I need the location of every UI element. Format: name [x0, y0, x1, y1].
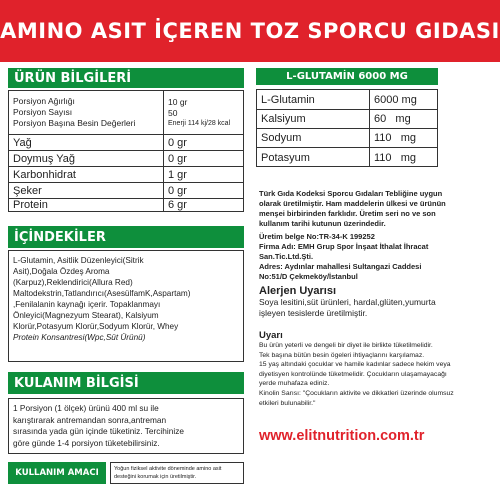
glutamine-value: 6000 mg [369, 90, 437, 109]
nutrient-value: 0 gr [163, 183, 243, 198]
nutrient-value: 6 gr [163, 198, 243, 212]
company-address: Adres: Aydınlar mahallesi Sultangazi Caddesi [259, 262, 422, 271]
glutamine-value: 110 mg [369, 129, 437, 147]
warning-title: Uyarı [259, 330, 283, 341]
website-url[interactable]: www.elitnutrition.com.tr [259, 428, 425, 444]
portion-count-value: 50 [168, 107, 178, 118]
ingredients-line: Asit),Doğala Özdeş Aroma [13, 267, 110, 276]
portion-weight-value: 10 gr [168, 96, 188, 107]
company-name: Firma Adı: EMH Grup Spor İnşaat İthalat İhracat [259, 242, 429, 251]
ingredients-header [8, 226, 244, 248]
usage-header-label: KULANIM BİLGİSİ [14, 375, 139, 391]
glutamine-row [257, 110, 437, 129]
nutrient-value: 0 gr [163, 151, 243, 166]
purpose-line: desteğini korumak için üretilmiştir. [114, 474, 197, 480]
product-title-banner [0, 0, 500, 62]
company-name-continued: San.Tic.Ltd.Şti. [259, 252, 314, 261]
warning-line: Tek başına bütün besin ögeleri ihtiyaçlarını karşılamaz. [259, 351, 425, 359]
warning-line: Kinolin Sarısı: "Çocukların aktivite ve dikkatleri üzerinde olumsuz [259, 389, 454, 397]
glutamine-header [256, 68, 438, 85]
nutrient-row [9, 198, 243, 212]
usage-box [8, 398, 244, 454]
glutamine-row [257, 129, 437, 148]
usage-line: göre günde 1-4 porsiyon tüketebilirsiniz. [13, 437, 160, 448]
glutamine-header-label: L-GLUTAMİN 6000 MG [286, 71, 408, 82]
company-info [259, 232, 495, 282]
company-address-continued: No:51/D Çekmeköy/İstanbul [259, 272, 358, 281]
ingredients-header-label: İÇİNDEKİLER [14, 229, 106, 245]
allergen-title: Alerjen Uyarısı [259, 285, 337, 297]
nutrient-row [9, 183, 243, 199]
ingredients-line: Önleyici(Magnezyum Stearat), Kalsiyum [13, 311, 159, 320]
ingredients-line: Klorür,Potasyum Klorür,Sodyum Klorür, Whey [13, 322, 179, 331]
glutamine-value: 60 mg [369, 110, 437, 128]
portion-row [9, 91, 243, 135]
legal-statement [259, 189, 495, 229]
nutrition-header [8, 68, 244, 88]
website-link[interactable] [259, 428, 495, 444]
portion-nutrient-label: Porsiyon Başına Besin Değerleri [13, 118, 136, 128]
nutrient-row [9, 167, 243, 183]
glutamine-row [257, 90, 437, 110]
legal-line: menşei birbirinden farklıdır. Üretim seri no ve son [259, 209, 436, 218]
glutamine-table [256, 89, 438, 167]
ingredients-line: L-Glutamin, Asitlik Düzenleyici(Sitrik [13, 256, 144, 265]
ingredients-box [8, 250, 244, 362]
glutamine-name: Kalsiyum [261, 113, 306, 125]
warning-line: 15 yaş altındaki çocuklar ve hamile kadınlar sadece hekim veya [259, 361, 451, 369]
ingredients-line: Protein Konsantresi(Wpc,Süt Ürünü) [13, 333, 146, 342]
allergen-section [259, 285, 495, 319]
nutrient-name: Protein [13, 199, 48, 211]
product-title: AMINO ASIT İÇEREN TOZ SPORCU GIDASI [0, 19, 500, 43]
nutrient-name: Doymuş Yağ [13, 152, 75, 165]
warning-line: etkileri bulunabilir." [259, 399, 316, 407]
nutrient-name: Yağ [13, 136, 32, 149]
nutrition-header-label: ÜRÜN BİLGİLERİ [14, 70, 132, 86]
ingredients-line: Maltodekstrin,Tatlandırıcı(AsesülfamK,Aspartam) [13, 289, 191, 298]
glutamine-value: 110 mg [369, 148, 437, 167]
purpose-label-box [8, 462, 106, 484]
nutrient-name: Şeker [13, 184, 42, 197]
nutrient-row [9, 135, 243, 151]
purpose-box [110, 462, 244, 484]
nutrient-value: 1 gr [163, 167, 243, 182]
allergen-line: Soya lesitini,süt ürünleri, hardal,glüten,yumurta [259, 297, 436, 307]
ingredients-line: ,Fenilalanin kaynağı içerir. Topaklanmayı [13, 300, 161, 309]
purpose-label: KULLANIM AMACI [15, 468, 99, 478]
nutrient-value: 0 gr [163, 135, 243, 150]
legal-line: Türk Gıda Kodeksi Sporcu Gıdaları Tebliğine uygun [259, 189, 443, 198]
portion-count-label: Porsiyon Sayısı [13, 107, 73, 117]
purpose-line: Yoğun fiziksel aktivite döneminde amino asit [114, 466, 222, 472]
energy-value: Enerji 114 kj/28 kcal [168, 119, 231, 127]
usage-line: sırasında yada gün içinde tüketiniz. Tercihinize [13, 426, 184, 436]
nutrient-row [9, 151, 243, 167]
nutrient-name: Karbonhidrat [13, 168, 76, 181]
usage-header [8, 372, 244, 394]
usage-line: 1 Porsiyon (1 ölçek) ürünü 400 ml su ile [13, 403, 159, 413]
legal-line: olarak üretilmiştir. Ham maddelerin ülkesi ve ürünün [259, 199, 446, 208]
glutamine-name: L-Glutamin [261, 93, 315, 106]
production-number: Üretim belge No:TR-34-K 199252 [259, 232, 375, 241]
allergen-line: işleyen tesislerde üretilmiştir. [259, 308, 368, 318]
portion-weight-label: Porsiyon Ağırlığı [13, 96, 75, 106]
nutrition-table [8, 90, 244, 212]
usage-line: karıştırarak antremandan sonra,antreman [13, 414, 167, 425]
warning-line: yerde muhafaza ediniz. [259, 380, 330, 388]
glutamine-name: Potasyum [261, 151, 310, 164]
warning-text [259, 341, 495, 408]
ingredients-line: (Karpuz),Reklendirici(Allura Red) [13, 278, 133, 287]
legal-line: kullanım tarihi kutunun üzerindedir. [259, 219, 386, 228]
warning-line: Bu ürün yeterli ve dengeli bir diyet ile birlikte tüketilmelidir. [259, 342, 433, 349]
glutamine-name: Sodyum [261, 132, 302, 144]
warning-line: diyetisyen kontrolünde tüketmelidir. Çocukların ulaşamayacağı [259, 370, 447, 378]
glutamine-row [257, 148, 437, 167]
warning-section [259, 330, 495, 408]
